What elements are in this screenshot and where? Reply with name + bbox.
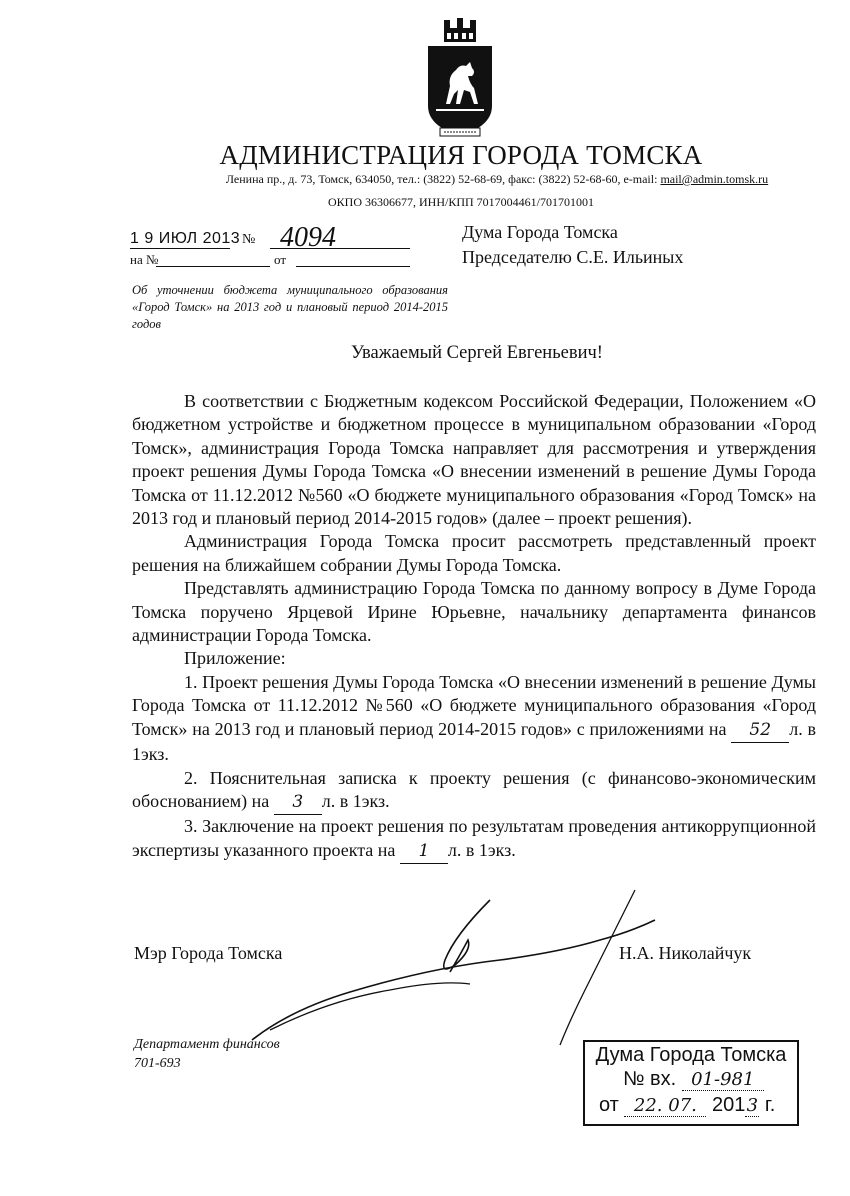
executor-department: Департамент финансов bbox=[134, 1037, 280, 1052]
in-reply-label: на № bbox=[130, 252, 159, 267]
contacts bbox=[0, 172, 850, 187]
outgoing-number: 4094 bbox=[280, 222, 336, 253]
in-reply-underline bbox=[156, 266, 270, 267]
addressee-org: Дума Города Томска bbox=[462, 222, 618, 242]
signature-scribble bbox=[240, 880, 660, 1050]
executor bbox=[134, 1035, 280, 1073]
subject: Об уточнении бюджета муниципального образования «Город Томск» на 2013 год и плановый период 2014-2015 годов bbox=[132, 283, 448, 331]
stamp-in-label: № вх. bbox=[623, 1068, 677, 1090]
addressee-person: Председателю С.Е. Ильиных bbox=[462, 247, 684, 267]
addressee bbox=[462, 220, 683, 270]
paragraph-2: Администрация Города Томска просит рассмотреть представленный проект решения на ближайшем собрании Думы Города Томска. bbox=[132, 531, 816, 575]
stamp-year-prefix: 201 bbox=[711, 1094, 746, 1116]
paragraph-1: В соответствии с Бюджетным кодексом Российской Федерации, Положением «О бюджетном устройстве и бюджетном процессе в муниципальном образовании «Город Томск», администрация Города Томска направляет для рассмотрения и утверждения проект решения Думы Города Томска «О внесении изменений в решение Думы Города Томска от 11.12.2012 №560 «О бюджете муниципального образования «Город Томск» на 2013 год и плановый период 2014-2015 годов» (далее – проект решения). bbox=[132, 391, 816, 529]
stamp-date: 22. 07. bbox=[624, 1095, 706, 1117]
date-underline bbox=[130, 248, 230, 249]
outgoing-date: 1 9 ИЮЛ 2013 bbox=[130, 230, 241, 247]
number-label: № bbox=[242, 232, 256, 247]
attachment-item-3: 3. Заключение на проект решения по результатам проведения антикоррупционной экспертизы указанного проекта на 1 л. в 1экз. bbox=[132, 815, 816, 864]
letter-body bbox=[132, 390, 816, 864]
salutation: Уважаемый Сергей Евгеньевич! bbox=[351, 343, 603, 363]
stamp-in-number: 01-981 bbox=[682, 1069, 764, 1091]
stamp-year-suffix: г. bbox=[764, 1094, 776, 1116]
item1-pages: 52 bbox=[731, 719, 789, 743]
executor-phone: 701-693 bbox=[134, 1056, 181, 1071]
from-underline bbox=[296, 266, 410, 267]
org-name: АДМИНИСТРАЦИЯ ГОРОДА ТОМСКА bbox=[219, 140, 703, 170]
stamp-number-line bbox=[623, 1068, 764, 1091]
paragraph-3: Представлять администрацию Города Томска по данному вопросу в Думе Города Томска поручено Ярцевой Ирине Юрьевне, начальнику департамента финансов администрации Города Томска. bbox=[132, 578, 816, 646]
contacts-text: Ленина пр., д. 73, Томск, 634050, тел.: (3822) 52-68-69, факс: (3822) 52-68-60, e-mail: bbox=[225, 172, 661, 186]
signer-name: Н.А. Николайчук bbox=[619, 943, 752, 963]
outgoing-registration bbox=[130, 222, 410, 268]
stamp-date-label: от bbox=[599, 1094, 619, 1116]
incoming-stamp bbox=[583, 1040, 799, 1126]
email-link[interactable]: mail@admin.tomsk.ru bbox=[660, 172, 769, 186]
stamp-org: Дума Города Томска bbox=[595, 1044, 787, 1066]
attachments-label: Приложение: bbox=[184, 648, 286, 669]
from-label: от bbox=[274, 252, 287, 267]
attachment-item-1: 1. Проект решения Думы Города Томска «О внесении изменений в решение Думы Города Томска от 11.12.2012 №560 «О бюджете муниципального образования «Город Томск» на 2013 год и плановый период 2014-2015 годов» с приложениями на 52 л. в 1экз. bbox=[132, 671, 816, 765]
stamp-date-line bbox=[599, 1094, 775, 1117]
item2-pages: 3 bbox=[274, 791, 322, 815]
number-underline bbox=[270, 248, 410, 249]
stamp-year-digit: 3 bbox=[746, 1095, 759, 1116]
attachment-item-2: 2. Пояснительная записка к проекту решения (с финансово-экономическим обоснованием) на 3 л. в 1экз. bbox=[132, 767, 816, 816]
registration-codes: ОКПО 36306677, ИНН/КПП 7017004461/701701001 bbox=[327, 195, 594, 209]
signer-title: Мэр Города Томска bbox=[134, 943, 283, 963]
coat-of-arms-icon bbox=[420, 14, 500, 142]
item3-pages: 1 bbox=[400, 840, 448, 864]
